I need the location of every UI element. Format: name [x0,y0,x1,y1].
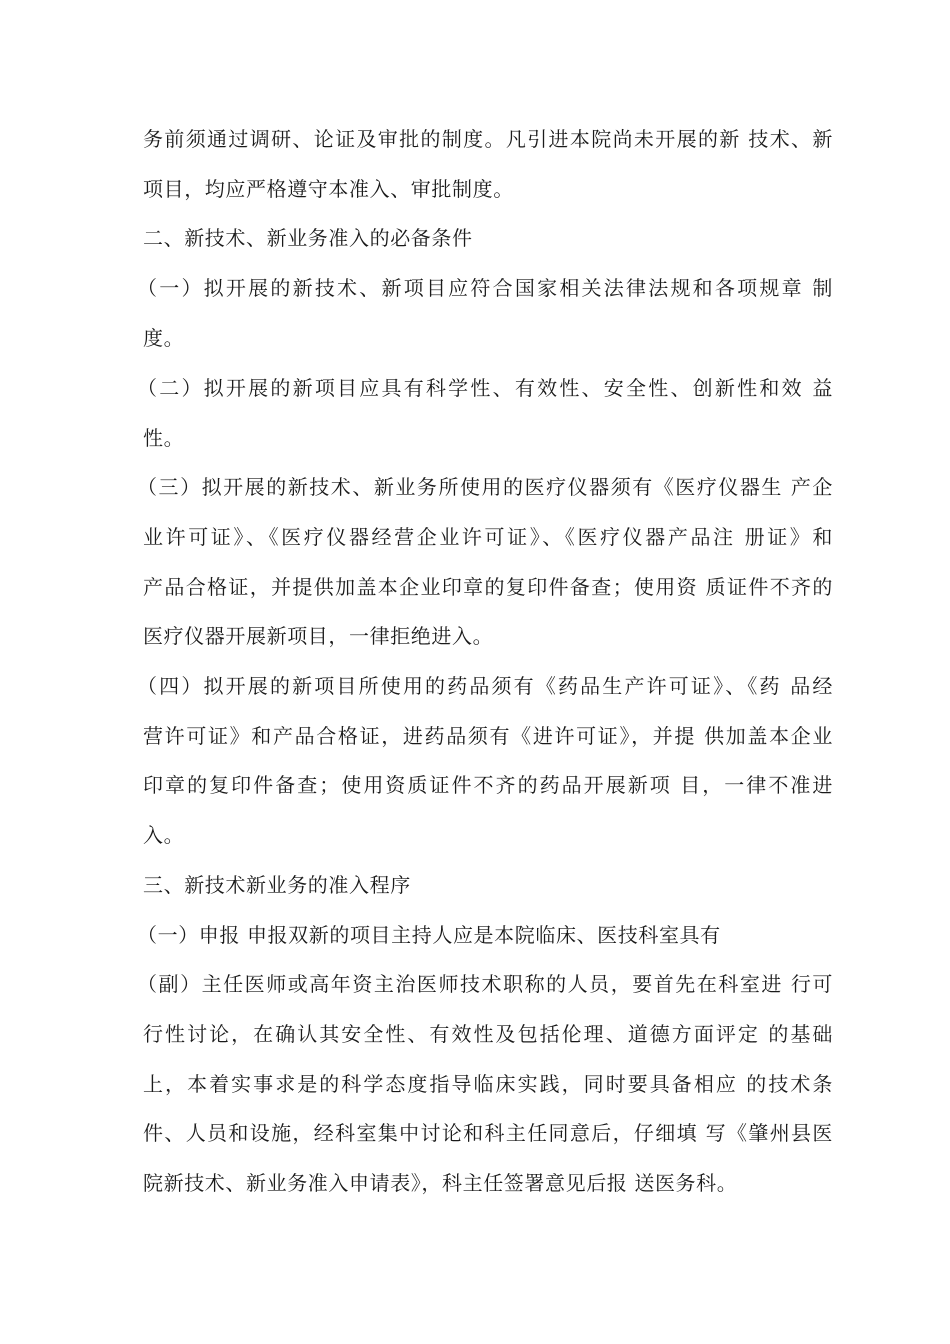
paragraph-line: 营许可证》和产品合格证，进药品须有《进许可证》，并提 供加盖本企业 [143,724,833,748]
paragraph-line: （二）拟开展的新项目应具有科学性、有效性、安全性、创新性和效 益 [137,376,833,400]
paragraph-line: 件、人员和设施，经科室集中讨论和科主任同意后，仔细填 写《肇州县医 [143,1121,833,1145]
paragraph-line: 入。 [143,823,185,847]
paragraph-line: 务前须通过调研、论证及审批的制度。凡引进本院尚未开展的新 技术、新 [143,127,833,151]
paragraph-line: （一）拟开展的新技术、新项目应符合国家相关法律法规和各项规章 制 [137,276,833,300]
paragraph-line: 性。 [143,426,185,450]
paragraph-line: （一）申报 申报双新的项目主持人应是本院临床、医技科室具有 [137,923,721,947]
paragraph-line: 院新技术、新业务准入申请表》，科主任签署意见后报 送医务科。 [143,1171,738,1195]
paragraph-line: 项目，均应严格遵守本准入、审批制度。 [143,177,514,201]
section-heading: 二、新技术、新业务准入的必备条件 [143,226,473,250]
paragraph-line: 行性讨论，在确认其安全性、有效性及包括伦理、道德方面评定 的基础 [143,1022,833,1046]
paragraph-line: 业许可证》、《医疗仪器经营企业许可证》、《医疗仪器产品注 册证》和 [143,525,833,549]
paragraph-line: （副）主任医师或高年资主治医师技术职称的人员，要首先在科室进 行可 [137,972,833,996]
paragraph-line: 印章的复印件备查；使用资质证件不齐的药品开展新项 目，一律不准进 [143,773,833,797]
paragraph-line: 上，本着实事求是的科学态度指导临床实践，同时要具备相应 的技术条 [143,1072,833,1096]
paragraph-line: （四）拟开展的新项目所使用的药品须有《药品生产许可证》、《药 品经 [137,674,833,698]
paragraph-line: 医疗仪器开展新项目，一律拒绝进入。 [143,624,494,648]
paragraph-line: 度。 [143,326,185,350]
section-heading: 三、新技术新业务的准入程序 [143,873,411,897]
paragraph-line: （三）拟开展的新技术、新业务所使用的医疗仪器须有《医疗仪器生 产企 [137,475,833,499]
paragraph-line: 产品合格证，并提供加盖本企业印章的复印件备查；使用资 质证件不齐的 [143,575,833,599]
